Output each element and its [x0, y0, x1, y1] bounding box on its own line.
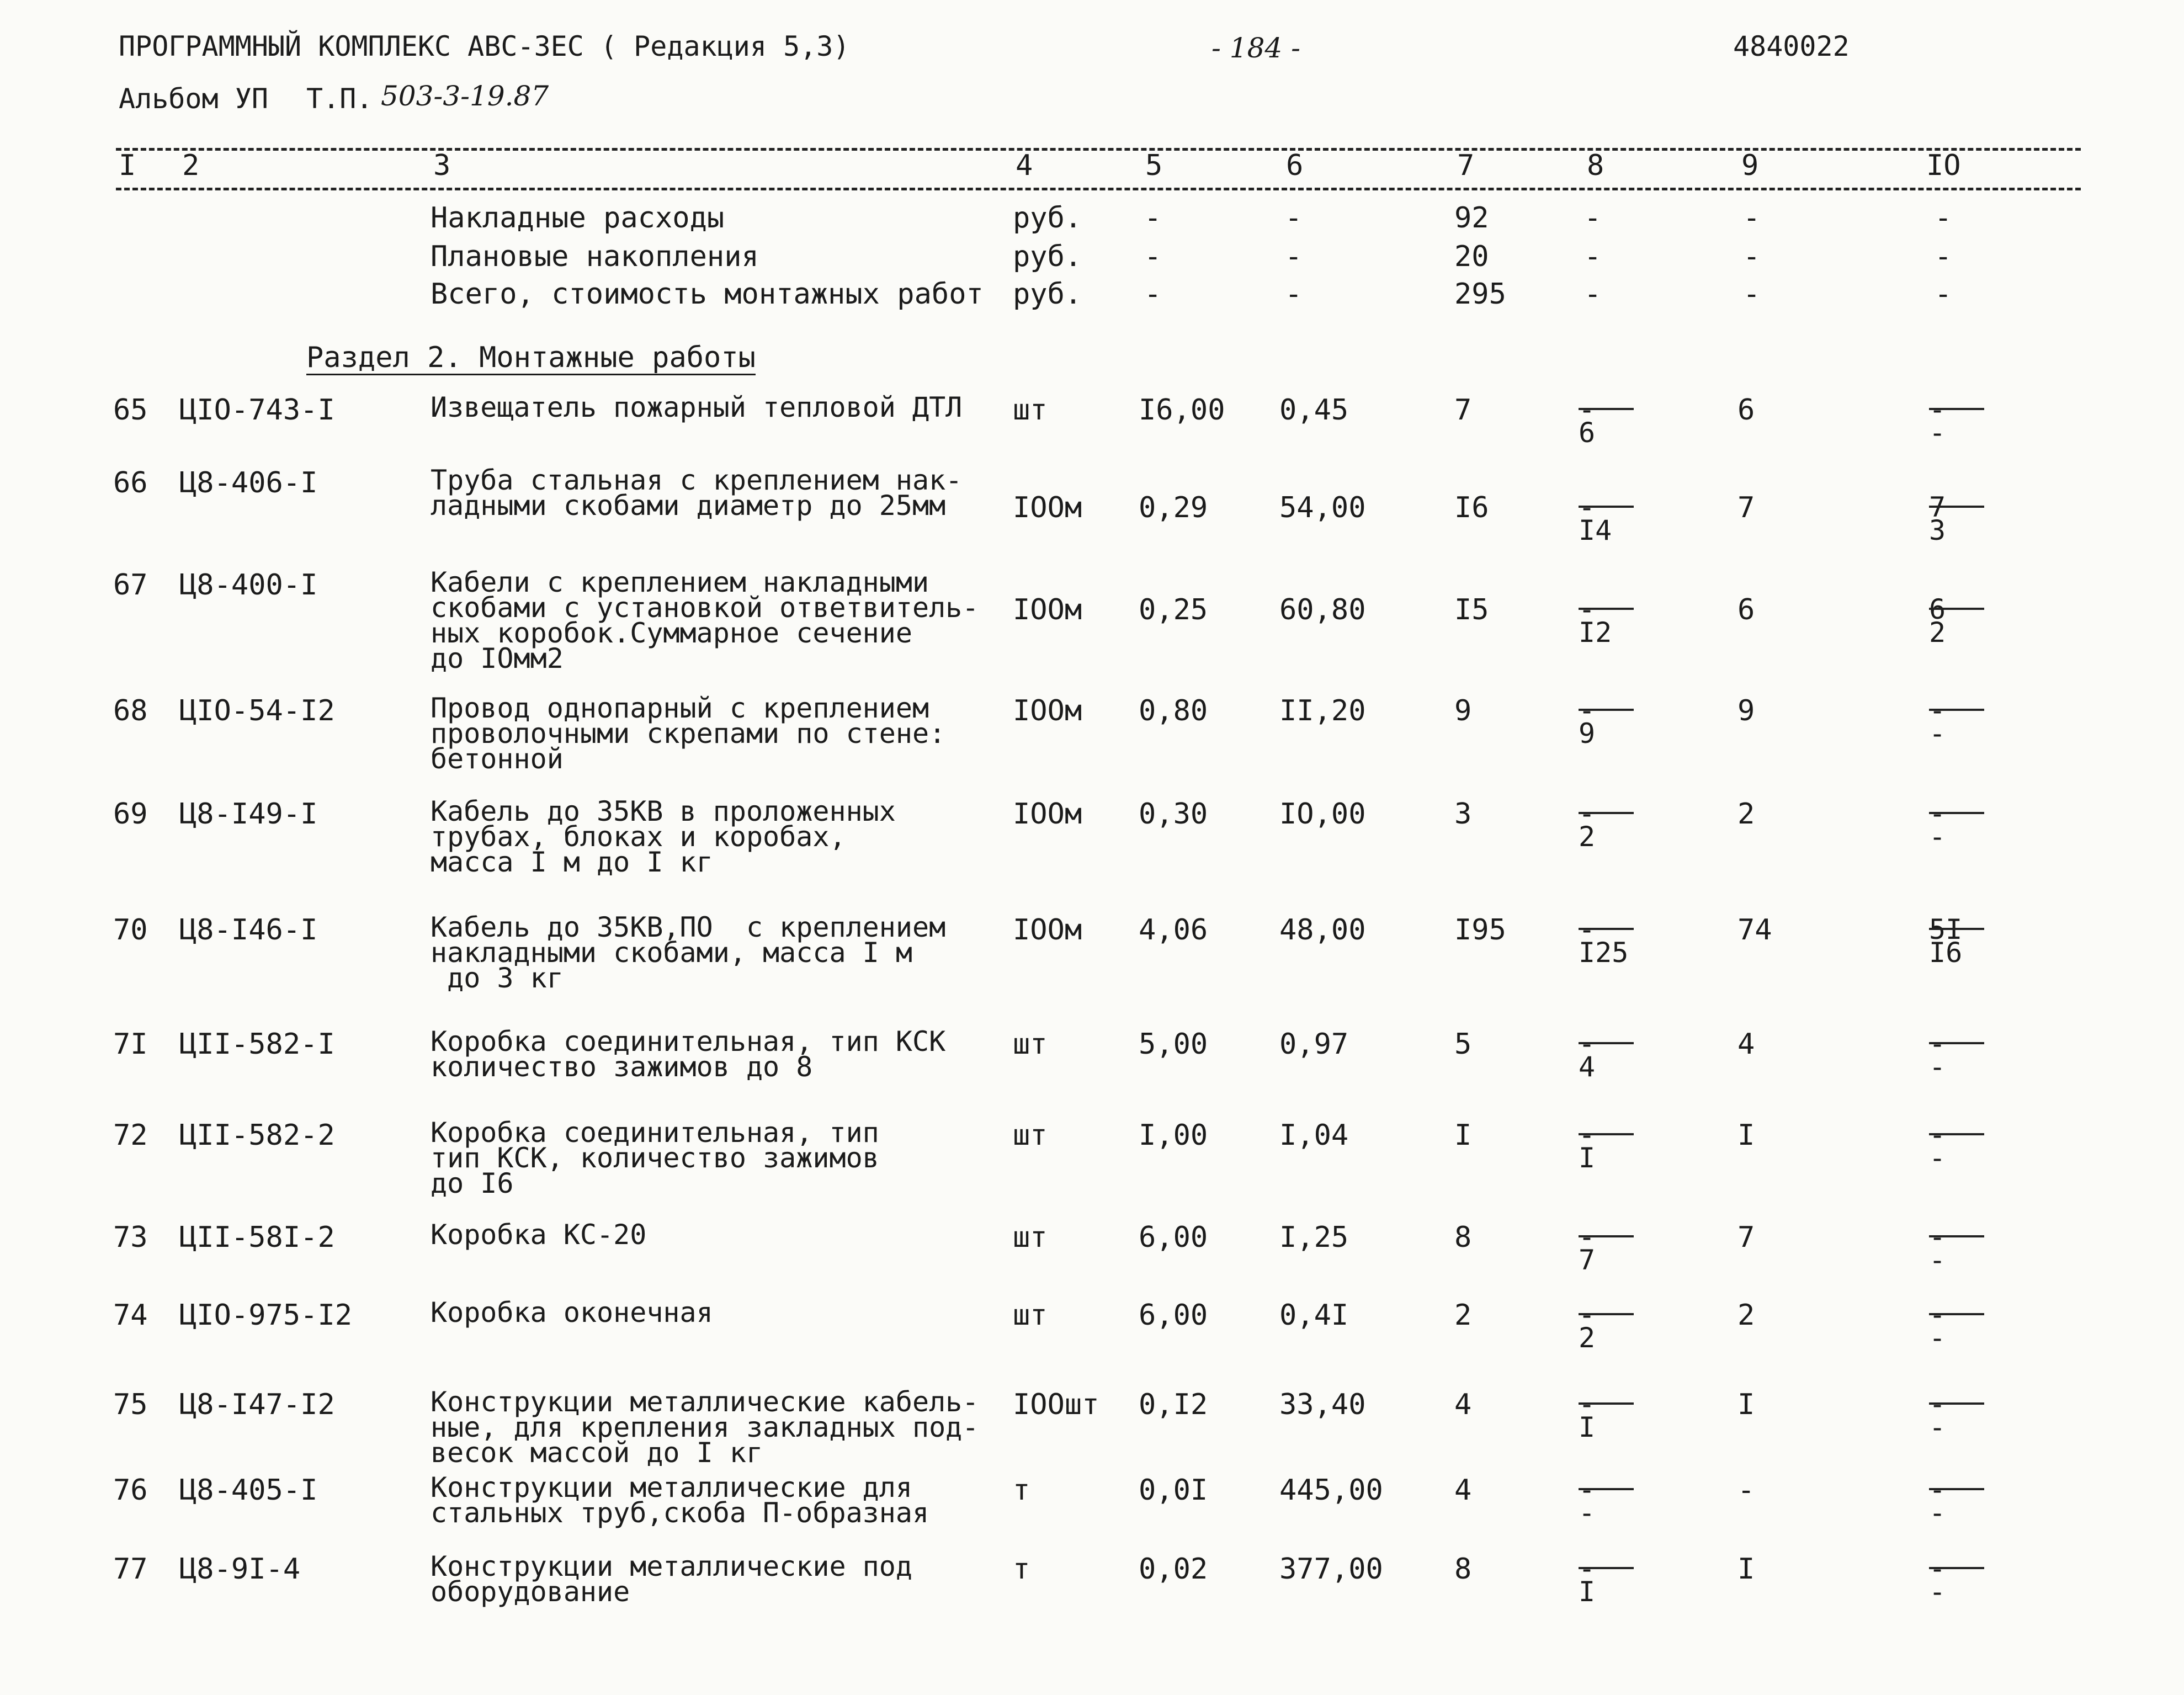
item-total: 3	[1454, 798, 1472, 831]
row-number: 74	[113, 1299, 148, 1332]
col9-value: I	[1737, 1553, 1755, 1586]
summary-total: 295	[1454, 278, 1506, 311]
summary-col8: -	[1584, 240, 1602, 273]
col10-fraction	[1929, 1553, 2001, 1613]
item-description: Кабель до 35КВ,ПО с креплением накладными скобами, масса I м до 3 кг	[431, 911, 946, 994]
col8-fraction	[1579, 1299, 1650, 1359]
col8-fraction-bottom: 9	[1579, 718, 1596, 750]
summary-col9: -	[1743, 278, 1761, 311]
col8-fraction-top: -	[1579, 1221, 1596, 1253]
col10-fraction-bar	[1929, 1133, 1984, 1135]
summary-col8: -	[1584, 201, 1602, 235]
item-unit: шт	[1013, 1119, 1048, 1152]
item-unit-price: 60,80	[1279, 593, 1366, 626]
item-code: Ц8-405-I	[179, 1474, 318, 1507]
program-title: ПРОГРАММНЫЙ КОМПЛЕКС АВС-3ЕС ( Редакция 5,3)	[119, 30, 850, 62]
item-description: Коробка соединительная, тип тип КСК, количество зажимов до I6	[431, 1117, 879, 1199]
item-quantity: 0,80	[1139, 694, 1208, 727]
col10-fraction-top: -	[1929, 798, 1946, 830]
item-quantity: I,00	[1139, 1119, 1208, 1152]
summary-unit: руб.	[1013, 278, 1082, 311]
col8-fraction-bar	[1579, 1042, 1634, 1044]
item-unit: IOOм	[1013, 593, 1082, 626]
col8-fraction-bar	[1579, 506, 1634, 508]
item-code: Ц8-406-I	[179, 466, 318, 500]
summary-label: Накладные расходы	[431, 201, 725, 235]
column-number: 8	[1587, 149, 1604, 182]
col8-fraction-bar	[1579, 928, 1634, 930]
item-description: Конструкции металлические кабель- ные, для крепления закладных под- весок массой до I кг	[431, 1386, 979, 1469]
col10-fraction	[1929, 593, 2001, 654]
item-unit-price: 33,40	[1279, 1388, 1366, 1421]
summary-col9: -	[1743, 201, 1761, 235]
col8-fraction-top: -	[1579, 1028, 1596, 1060]
item-unit: IOOм	[1013, 913, 1082, 947]
col8-fraction-bar	[1579, 1235, 1634, 1237]
item-description: Извещатель пожарный тепловой ДТЛ	[431, 391, 963, 423]
summary-col5: -	[1144, 278, 1162, 311]
col10-fraction	[1929, 491, 2001, 552]
summary-total: 92	[1454, 201, 1489, 235]
item-unit: IOOм	[1013, 491, 1082, 524]
col8-fraction-top: -	[1579, 1474, 1596, 1506]
row-number: 68	[113, 694, 148, 727]
item-quantity: 0,0I	[1139, 1474, 1208, 1507]
section-title: Раздел 2. Монтажные работы	[306, 341, 756, 374]
col8-fraction-top: -	[1579, 1119, 1596, 1151]
col10-fraction-bar	[1929, 1042, 1984, 1044]
row-number: 66	[113, 466, 148, 500]
col10-fraction-bar	[1929, 709, 1984, 711]
column-number: 4	[1016, 149, 1033, 182]
col10-fraction-bar	[1929, 506, 1984, 508]
item-unit-price: IO,00	[1279, 798, 1366, 831]
item-unit-price: 48,00	[1279, 913, 1366, 947]
column-number: IO	[1926, 149, 1961, 182]
col10-fraction-bottom: -	[1929, 1244, 1946, 1276]
summary-col10: -	[1935, 201, 1952, 235]
item-unit: IOOм	[1013, 798, 1082, 831]
item-description: Труба стальная с креплением нак- ладными скобами диаметр до 25мм	[431, 464, 963, 522]
table-rule-top	[116, 148, 2081, 151]
summary-total: 20	[1454, 240, 1489, 273]
col10-fraction-bottom: -	[1929, 1576, 1946, 1608]
col10-fraction-bottom: -	[1929, 1051, 1946, 1083]
item-unit: т	[1013, 1474, 1030, 1507]
col10-fraction-bottom: -	[1929, 718, 1946, 750]
col9-value: 9	[1737, 694, 1755, 727]
item-quantity: 6,00	[1139, 1299, 1208, 1332]
col8-fraction-top: -	[1579, 694, 1596, 726]
col10-fraction-top: -	[1929, 1474, 1946, 1506]
col8-fraction-bottom: 4	[1579, 1051, 1596, 1083]
col10-fraction	[1929, 1028, 2001, 1088]
col8-fraction-bottom: 6	[1579, 417, 1596, 449]
col8-fraction-top: -	[1579, 1299, 1596, 1331]
item-total: 8	[1454, 1553, 1472, 1586]
col8-fraction-bar	[1579, 1488, 1634, 1490]
item-quantity: I6,00	[1139, 394, 1225, 427]
item-unit-price: II,20	[1279, 694, 1366, 727]
col10-fraction-top: -	[1929, 394, 1946, 426]
row-number: 65	[113, 394, 148, 427]
item-code: Ц8-I49-I	[179, 798, 318, 831]
col10-fraction	[1929, 1474, 2001, 1534]
item-total: 2	[1454, 1299, 1472, 1332]
col8-fraction-bottom: -	[1579, 1497, 1596, 1529]
row-number: 72	[113, 1119, 148, 1152]
item-unit-price: 445,00	[1279, 1474, 1383, 1507]
row-number: 70	[113, 913, 148, 947]
column-number: 6	[1286, 149, 1304, 182]
album-label: Альбом УП	[119, 83, 268, 115]
col10-fraction-bar	[1929, 1235, 1984, 1237]
col10-fraction	[1929, 1299, 2001, 1359]
col8-fraction-bar	[1579, 812, 1634, 814]
row-number: 75	[113, 1388, 148, 1421]
col8-fraction	[1579, 1553, 1650, 1613]
item-unit: IOOм	[1013, 694, 1082, 727]
item-unit-price: 0,45	[1279, 394, 1349, 427]
summary-col5: -	[1144, 240, 1162, 273]
col8-fraction-bottom: 7	[1579, 1244, 1596, 1276]
col8-fraction-bottom: 2	[1579, 821, 1596, 853]
item-unit-price: I,25	[1279, 1221, 1349, 1254]
row-number: 73	[113, 1221, 148, 1254]
col10-fraction-bar	[1929, 1313, 1984, 1315]
document-number: 4840022	[1733, 30, 1850, 62]
col10-fraction-bar	[1929, 1567, 1984, 1569]
col9-value: 6	[1737, 593, 1755, 626]
col10-fraction-bottom: I6	[1929, 937, 1963, 969]
col8-fraction-bottom: I	[1579, 1142, 1596, 1174]
item-unit-price: I,04	[1279, 1119, 1349, 1152]
col10-fraction-bottom: -	[1929, 1142, 1946, 1174]
col8-fraction-bar	[1579, 1402, 1634, 1405]
column-number: I	[119, 149, 136, 182]
table-rule-bottom	[116, 188, 2081, 190]
col10-fraction-bottom: -	[1929, 1322, 1946, 1354]
item-unit: шт	[1013, 1221, 1048, 1254]
item-total: I6	[1454, 491, 1489, 524]
col10-fraction	[1929, 1221, 2001, 1282]
col8-fraction	[1579, 1221, 1650, 1282]
col10-fraction-bottom: -	[1929, 1411, 1946, 1443]
col8-fraction-top: -	[1579, 491, 1596, 523]
col10-fraction-bottom: -	[1929, 417, 1946, 449]
item-description: Конструкции металлические для стальных труб,скоба П-образная	[431, 1471, 929, 1529]
col9-value: I	[1737, 1388, 1755, 1421]
column-number: 3	[433, 149, 451, 182]
col10-fraction	[1929, 798, 2001, 858]
col10-fraction-top: -	[1929, 1388, 1946, 1420]
summary-col9: -	[1743, 240, 1761, 273]
col8-fraction-bottom: I25	[1579, 937, 1629, 969]
item-unit: т	[1013, 1553, 1030, 1586]
item-quantity: 0,I2	[1139, 1388, 1208, 1421]
item-quantity: 0,29	[1139, 491, 1208, 524]
col10-fraction-bottom: 3	[1929, 514, 1946, 546]
item-quantity: 0,30	[1139, 798, 1208, 831]
summary-col6: -	[1285, 278, 1303, 311]
item-unit-price: 0,4I	[1279, 1299, 1349, 1332]
summary-col8: -	[1584, 278, 1602, 311]
col8-fraction	[1579, 1028, 1650, 1088]
col10-fraction	[1929, 913, 2001, 974]
col8-fraction	[1579, 1388, 1650, 1449]
summary-label: Плановые накопления	[431, 240, 759, 273]
item-description: Конструкции металлические под оборудование	[431, 1550, 912, 1608]
item-unit-price: 0,97	[1279, 1028, 1349, 1061]
col8-fraction-bottom: I2	[1579, 617, 1612, 649]
col8-fraction	[1579, 694, 1650, 755]
col9-value: 2	[1737, 798, 1755, 831]
item-code: ЦIO-975-I2	[179, 1299, 353, 1332]
item-total: 4	[1454, 1388, 1472, 1421]
col10-fraction-bar	[1929, 408, 1984, 410]
row-number: 76	[113, 1474, 148, 1507]
col8-fraction	[1579, 491, 1650, 552]
item-description: Кабели с креплением накладными скобами с установкой ответвитель- ных коробок.Суммарное сечение до IOмм2	[431, 566, 979, 674]
col10-fraction	[1929, 1119, 2001, 1179]
item-total: 9	[1454, 694, 1472, 727]
col8-fraction-bar	[1579, 408, 1634, 410]
summary-col10: -	[1935, 278, 1952, 311]
col9-value: 74	[1737, 913, 1772, 947]
col10-fraction-bar	[1929, 608, 1984, 610]
item-code: ЦIO-54-I2	[179, 694, 335, 727]
col10-fraction-top: -	[1929, 1119, 1946, 1151]
row-number: 77	[113, 1553, 148, 1586]
column-number: 2	[182, 149, 200, 182]
col8-fraction-top: -	[1579, 798, 1596, 830]
summary-col5: -	[1144, 201, 1162, 235]
item-quantity: 0,02	[1139, 1553, 1208, 1586]
col10-fraction-top: -	[1929, 1028, 1946, 1060]
col8-fraction-bar	[1579, 1567, 1634, 1569]
col8-fraction-top: -	[1579, 394, 1596, 426]
col9-value: I	[1737, 1119, 1755, 1152]
col10-fraction	[1929, 1388, 2001, 1449]
item-quantity: 5,00	[1139, 1028, 1208, 1061]
tp-number: 503-3-19.87	[381, 80, 549, 112]
item-quantity: 4,06	[1139, 913, 1208, 947]
item-total: 7	[1454, 394, 1472, 427]
col8-fraction-top: -	[1579, 913, 1596, 945]
item-description: Коробка соединительная, тип КСК количество зажимов до 8	[431, 1025, 946, 1083]
item-unit: шт	[1013, 1299, 1048, 1332]
item-unit-price: 54,00	[1279, 491, 1366, 524]
item-code: ЦII-582-I	[179, 1028, 335, 1061]
item-quantity: 6,00	[1139, 1221, 1208, 1254]
col10-fraction-bottom: 2	[1929, 617, 1946, 649]
item-code: Ц8-9I-4	[179, 1553, 301, 1586]
col10-fraction-bar	[1929, 1402, 1984, 1405]
column-number: 9	[1741, 149, 1759, 182]
item-total: I95	[1454, 913, 1506, 947]
tp-label: Т.П.	[306, 83, 373, 115]
summary-col6: -	[1285, 240, 1303, 273]
item-code: Ц8-I47-I2	[179, 1388, 335, 1421]
row-number: 7I	[113, 1028, 148, 1061]
item-unit: IOOшт	[1013, 1388, 1099, 1421]
item-total: 8	[1454, 1221, 1472, 1254]
col8-fraction-bar	[1579, 709, 1634, 711]
item-unit: шт	[1013, 394, 1048, 427]
col9-value: 7	[1737, 1221, 1755, 1254]
col10-fraction-bar	[1929, 812, 1984, 814]
col8-fraction-top: -	[1579, 593, 1596, 625]
col10-fraction-top: -	[1929, 1299, 1946, 1331]
col8-fraction-bottom: I	[1579, 1411, 1596, 1443]
col8-fraction-bottom: I4	[1579, 514, 1612, 546]
item-total: 5	[1454, 1028, 1472, 1061]
item-unit-price: 377,00	[1279, 1553, 1383, 1586]
summary-col6: -	[1285, 201, 1303, 235]
col10-fraction-bar	[1929, 928, 1984, 930]
item-total: 4	[1454, 1474, 1472, 1507]
summary-col10: -	[1935, 240, 1952, 273]
item-total: I5	[1454, 593, 1489, 626]
col10-fraction-top: 6	[1929, 593, 1946, 625]
col8-fraction-bar	[1579, 1313, 1634, 1315]
col8-fraction	[1579, 1119, 1650, 1179]
col8-fraction	[1579, 394, 1650, 454]
col8-fraction-top: -	[1579, 1553, 1596, 1585]
row-number: 69	[113, 798, 148, 831]
summary-unit: руб.	[1013, 201, 1082, 235]
page-number: - 184 -	[1211, 32, 1301, 64]
col9-value: 2	[1737, 1299, 1755, 1332]
col10-fraction-bar	[1929, 1488, 1984, 1490]
item-quantity: 0,25	[1139, 593, 1208, 626]
col9-value: 4	[1737, 1028, 1755, 1061]
col8-fraction-bottom: 2	[1579, 1322, 1596, 1354]
col8-fraction-bottom: I	[1579, 1576, 1596, 1608]
col9-value: -	[1737, 1474, 1755, 1507]
col10-fraction-top: 5I	[1929, 913, 1963, 945]
item-description: Коробка оконечная	[431, 1297, 713, 1329]
summary-label: Всего, стоимость монтажных работ	[431, 278, 984, 311]
item-description: Кабель до 35КВ в проложенных трубах, блоках и коробах, масса I м до I кг	[431, 795, 896, 878]
column-number: 7	[1457, 149, 1475, 182]
col8-fraction-top: -	[1579, 1388, 1596, 1420]
col8-fraction	[1579, 913, 1650, 974]
col10-fraction-top: 7	[1929, 491, 1946, 523]
item-description: Провод однопарный с креплением проволочными скрепами по стене: бетонной	[431, 692, 946, 775]
col10-fraction-top: -	[1929, 1553, 1946, 1585]
item-total: I	[1454, 1119, 1472, 1152]
col8-fraction-bar	[1579, 608, 1634, 610]
col9-value: 6	[1737, 394, 1755, 427]
col8-fraction	[1579, 1474, 1650, 1534]
item-code: ЦII-58I-2	[179, 1221, 335, 1254]
col10-fraction-top: -	[1929, 1221, 1946, 1253]
row-number: 67	[113, 568, 148, 602]
col10-fraction-top: -	[1929, 694, 1946, 726]
item-code: Ц8-400-I	[179, 568, 318, 602]
col10-fraction-bottom: -	[1929, 1497, 1946, 1529]
col8-fraction	[1579, 798, 1650, 858]
col8-fraction	[1579, 593, 1650, 654]
col10-fraction-bottom: -	[1929, 821, 1946, 853]
col10-fraction	[1929, 394, 2001, 454]
item-code: Ц8-I46-I	[179, 913, 318, 947]
item-code: ЦIO-743-I	[179, 394, 335, 427]
item-description: Коробка КС-20	[431, 1219, 647, 1251]
item-unit: шт	[1013, 1028, 1048, 1061]
column-number: 5	[1145, 149, 1163, 182]
col10-fraction	[1929, 694, 2001, 755]
col8-fraction-bar	[1579, 1133, 1634, 1135]
item-code: ЦII-582-2	[179, 1119, 335, 1152]
col9-value: 7	[1737, 491, 1755, 524]
summary-unit: руб.	[1013, 240, 1082, 273]
